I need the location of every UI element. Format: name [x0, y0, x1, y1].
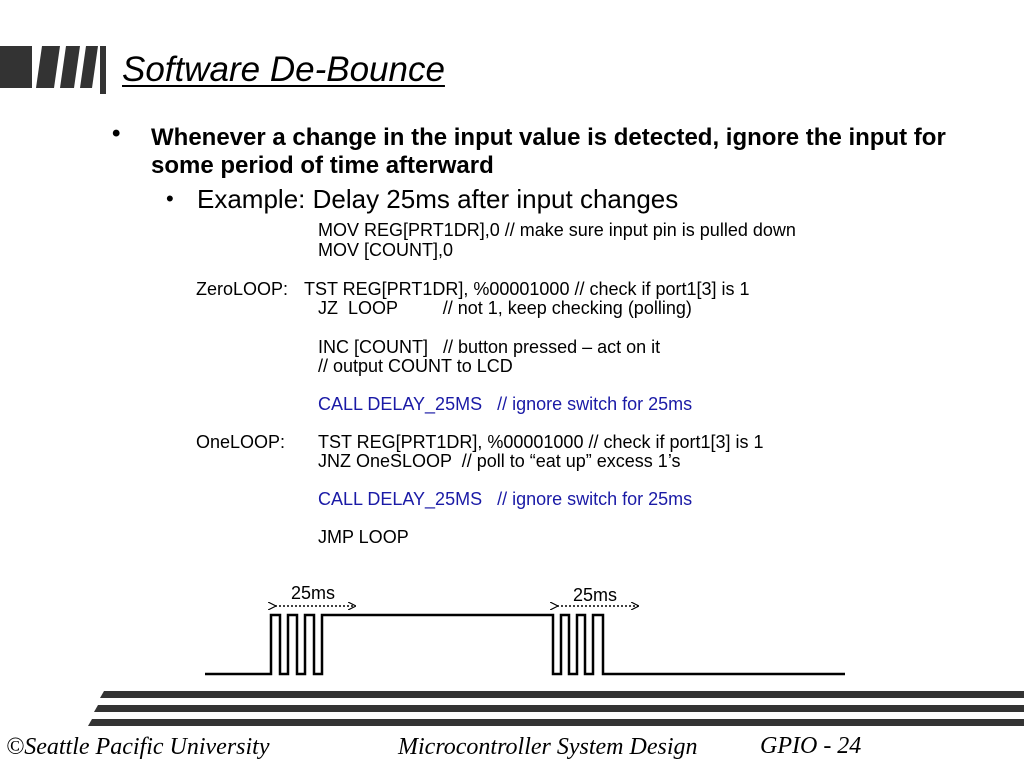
code-line-10: CALL DELAY_25MS // ignore switch for 25ms	[318, 489, 693, 509]
code-line-11: JMP LOOP	[318, 527, 409, 547]
code-line-2: MOV [COUNT],0	[318, 240, 454, 260]
code-line-4: JZ LOOP // not 1, keep checking (polling)	[318, 298, 692, 318]
code-line-1: MOV REG[PRT1DR],0 // make sure input pin is pulled down	[318, 220, 796, 240]
bullet-marker-level1: •	[112, 120, 121, 147]
code-line-9: JNZ OneSLOOP // poll to “eat up” excess 1’s	[318, 451, 681, 471]
bullet-level2-text: Example: Delay 25ms after input changes	[197, 184, 679, 214]
code-label-zeroloop: ZeroLOOP:	[196, 279, 289, 299]
delay-label-2: 25ms	[573, 585, 618, 605]
delay-label-1: 25ms	[291, 583, 336, 603]
bullet-level1-text: Whenever a change in the input value is detected, ignore the input for some period of time afterward	[151, 124, 946, 179]
waveform-signal	[205, 615, 845, 674]
bullet-marker-level2: •	[166, 186, 174, 211]
code-line-8: TST REG[PRT1DR], %00001000 // check if port1[3] is 1	[318, 432, 764, 452]
code-line-5: INC [COUNT] // button pressed – act on it	[318, 337, 661, 357]
code-label-oneloop: OneLOOP:	[196, 432, 286, 452]
code-line-7: CALL DELAY_25MS // ignore switch for 25ms	[318, 394, 693, 414]
footer-course: Microcontroller System Design	[398, 734, 698, 760]
code-line-3: TST REG[PRT1DR], %00001000 // check if port1[3] is 1	[304, 279, 750, 299]
footer-page-number: GPIO - 24	[760, 733, 862, 759]
footer-copyright: ©Seattle Pacific University	[6, 734, 270, 760]
footer-stripes	[0, 688, 1024, 730]
code-line-6: // output COUNT to LCD	[318, 356, 513, 376]
slide-title: Software De-Bounce	[122, 50, 445, 89]
